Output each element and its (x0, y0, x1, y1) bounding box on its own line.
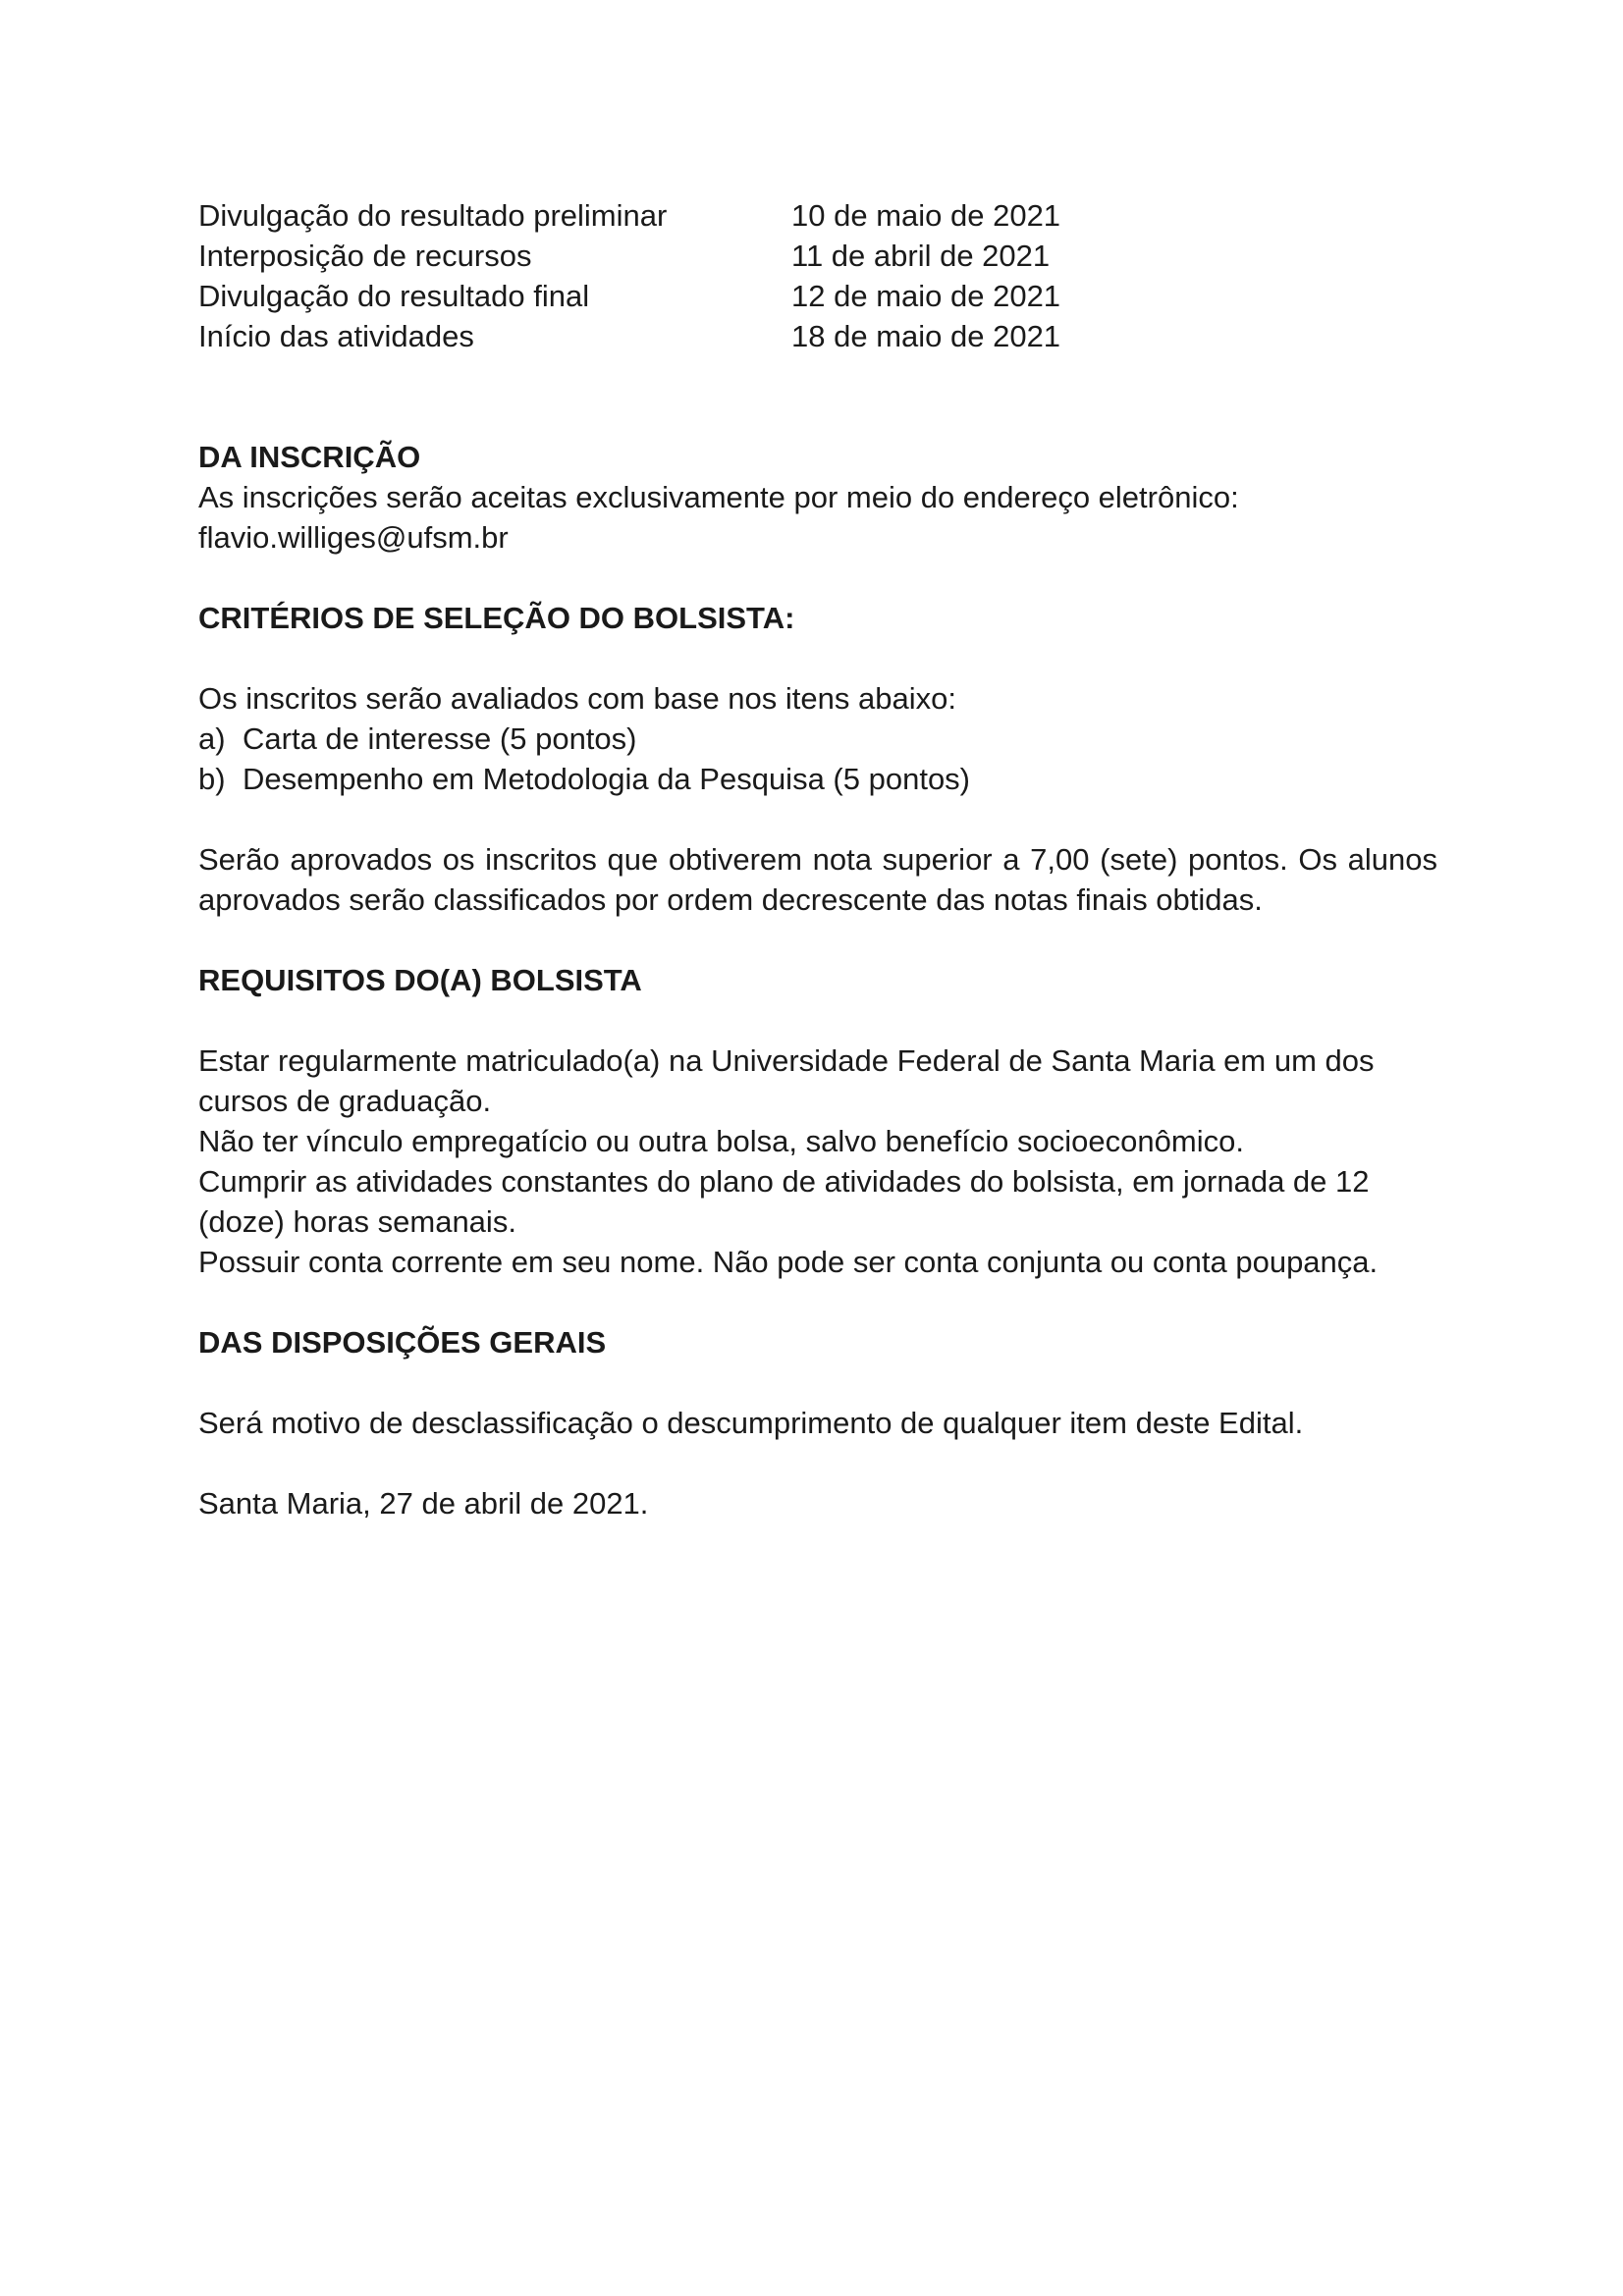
schedule-event: Início das atividades (198, 319, 474, 353)
schedule-date: 10 de maio de 2021 (791, 198, 1061, 233)
requisito-line: Possuir conta corrente em seu nome. Não pode ser conta conjunta ou conta poupança. (198, 1245, 1379, 1279)
list-marker: a) (198, 721, 226, 756)
requisito-line: Cumprir as atividades constantes do plano de atividades do bolsista, em jornada de 12 (doze) horas semanais. (198, 1164, 1370, 1239)
requisitos-heading: REQUISITOS DO(A) BOLSISTA (198, 963, 642, 997)
list-item (198, 719, 1437, 759)
disposicoes-text: Será motivo de desclassificação o descumprimento de qualquer item deste Edital. (198, 1406, 1304, 1440)
schedule-row (198, 316, 1437, 356)
criterios-heading: CRITÉRIOS DE SELEÇÃO DO BOLSISTA: (198, 601, 795, 635)
inscricao-email: flavio.williges@ufsm.br (198, 520, 509, 555)
schedule-date: 11 de abril de 2021 (791, 239, 1051, 273)
list-item-text: Desempenho em Metodologia da Pesquisa (5 pontos) (243, 762, 971, 796)
schedule-event: Divulgação do resultado preliminar (198, 198, 668, 233)
requisito-line: Não ter vínculo empregatício ou outra bolsa, salvo benefício socioeconômico. (198, 1124, 1244, 1158)
criterios-intro: Os inscritos serão avaliados com base nos itens abaixo: (198, 681, 956, 716)
requisito-line: Estar regularmente matriculado(a) na Universidade Federal de Santa Maria em um dos cursos de graduação. (198, 1043, 1375, 1118)
schedule-row (198, 195, 1437, 236)
schedule-date: 12 de maio de 2021 (791, 279, 1061, 313)
schedule-table (198, 195, 1437, 356)
document-body (198, 195, 1437, 1523)
list-item-text: Carta de interesse (5 pontos) (243, 721, 637, 756)
disposicoes-heading: DAS DISPOSIÇÕES GERAIS (198, 1325, 607, 1360)
inscricao-section (198, 437, 1437, 558)
inscricao-text: As inscrições serão aceitas exclusivamente por meio do endereço eletrônico: (198, 480, 1239, 514)
list-item (198, 759, 1437, 799)
list-marker: b) (198, 762, 226, 796)
closing-date: Santa Maria, 27 de abril de 2021. (198, 1486, 649, 1521)
criterios-section (198, 598, 1437, 920)
requisitos-section (198, 960, 1437, 1282)
schedule-event: Divulgação do resultado final (198, 279, 590, 313)
disposicoes-section (198, 1322, 1437, 1443)
approval-paragraph: Serão aprovados os inscritos que obtiverem nota superior a 7,00 (sete) pontos. Os alunos aprovados serão classificados por ordem decrescente das notas finais obtidas. (198, 842, 1437, 917)
schedule-event: Interposição de recursos (198, 239, 532, 273)
schedule-row (198, 276, 1437, 316)
schedule-date: 18 de maio de 2021 (791, 319, 1061, 353)
schedule-row (198, 236, 1437, 276)
inscricao-heading: DA INSCRIÇÃO (198, 440, 421, 474)
